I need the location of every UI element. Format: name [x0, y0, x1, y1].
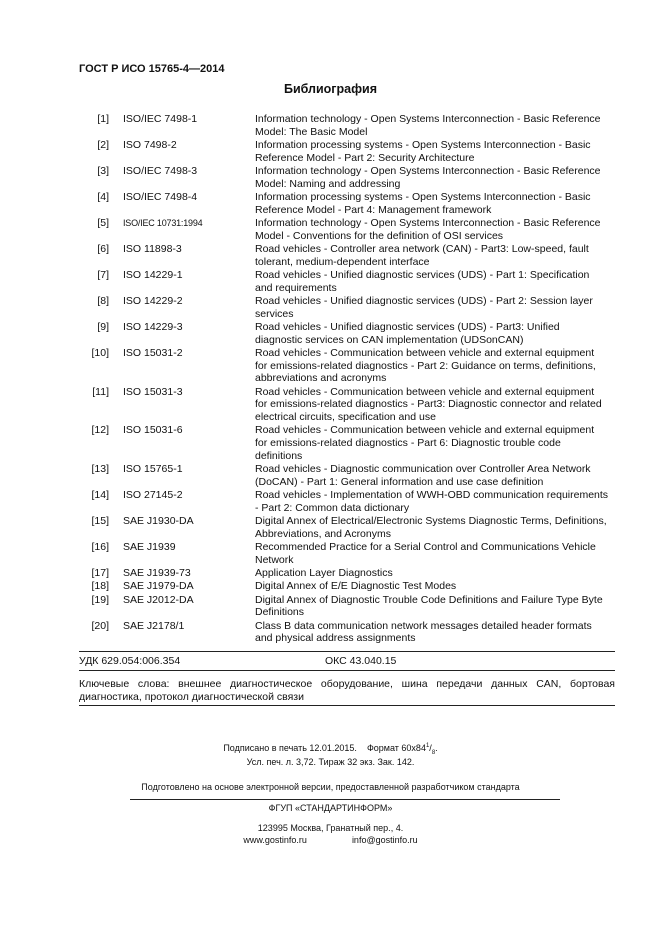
website-link[interactable]: www.gostinfo.ru	[243, 835, 307, 845]
bibliography-entry	[79, 463, 609, 488]
entry-description: Information processing systems - Open Systems Interconnection - Basic Reference Model - Part 4: Management framework	[255, 191, 591, 216]
entry-number: [11]	[92, 385, 109, 398]
entry-number: [9]	[97, 321, 109, 333]
entry-code: ISO 15031-2	[123, 347, 183, 359]
entry-number: [12]	[91, 424, 109, 437]
entry-code: ISO 14229-3	[123, 321, 183, 333]
entry-number: [14]	[91, 489, 109, 502]
entry-code: ISO/IEC 7498-1	[123, 113, 198, 125]
address: 123995 Москва, Гранатный пер., 4.	[257, 823, 404, 833]
bibliography-entry	[79, 567, 609, 580]
bibliography-entry	[79, 541, 609, 566]
entry-description: Digital Annex of E/E Diagnostic Test Modes	[255, 580, 457, 593]
print-info: Усл. печ. л. 3,72. Тираж 32 экз. Зак. 142.	[246, 757, 415, 767]
entry-code: ISO 14229-1	[123, 269, 183, 281]
bibliography-list	[79, 113, 609, 646]
entry-code: ISO 15765-1	[123, 463, 183, 476]
entry-number: [8]	[97, 295, 109, 307]
prepared-note: Подготовлено на основе электронной версии, предоставленной разработчиком стандарта	[141, 782, 520, 792]
entry-description: Application Layer Diagnostics	[255, 567, 393, 580]
bibliography-entry	[79, 139, 609, 164]
divider	[79, 670, 615, 671]
entry-number: [20]	[91, 619, 109, 632]
entry-description: Information processing systems - Open Systems Interconnection - Basic Reference Model - Part 2: Security Architecture	[255, 139, 591, 164]
divider	[79, 651, 615, 652]
entry-code: SAE J1939	[123, 541, 176, 554]
entry-code: ISO 11898-3	[123, 243, 182, 255]
format-sup: 1	[425, 743, 430, 749]
bibliography-entry	[79, 165, 609, 190]
entry-code: ISO/IEC 7498-3	[123, 165, 198, 177]
entry-number: [6]	[97, 243, 109, 255]
entry-description: Road vehicles - Controller area network (CAN) - Part3: Low-speed, fault tolerant, medium-dependent interface	[255, 243, 589, 268]
entry-description: Information technology - Open Systems Interconnection - Basic Reference Model - Conventions for the definition of OSI services	[255, 217, 601, 242]
keywords: Ключевые слова: внешнее диагностическое оборудование, шина передачи данных CAN, бортовая диагностика, протокол диагностической связи	[79, 678, 615, 703]
bibliography-entry	[79, 424, 609, 462]
contacts	[0, 835, 661, 845]
entry-description: Road vehicles - Implementation of WWH-OBD communication requirements - Part 2: Common data dictionary	[255, 489, 609, 514]
bibliography-entry	[79, 580, 609, 593]
entry-description: Road vehicles - Unified diagnostic services (UDS) - Part3: Unified diagnostic services on CAN implementation (UDSonCAN)	[255, 321, 560, 346]
entry-code: ISO/IEC 10731:1994	[123, 218, 203, 228]
entry-code: ISO 15031-3	[123, 385, 183, 398]
entry-description: Road vehicles - Unified diagnostic services (UDS) - Part 2: Session layer services	[255, 295, 593, 320]
entry-code: SAE J1979-DA	[123, 580, 194, 593]
format-label: Формат 60x84	[366, 743, 426, 753]
entry-description: Information technology - Open Systems Interconnection - Basic Reference Model: Naming and addressing	[255, 165, 601, 190]
entry-description: Digital Annex of Electrical/Electronic Systems Diagnostic Terms, Definitions, Abbreviations, and Acronyms	[255, 515, 607, 540]
entry-description: Information technology - Open Systems Interconnection - Basic Reference Model: The Basic Model	[255, 113, 601, 138]
entry-number: [4]	[97, 191, 109, 203]
divider	[130, 799, 560, 800]
entry-number: [19]	[91, 593, 109, 606]
entry-description: Road vehicles - Unified diagnostic services (UDS) - Part 1: Specification and requirements	[255, 269, 590, 294]
standard-id: ГОСТ Р ИСО 15765-4—2014	[79, 63, 225, 75]
bibliography-entry	[79, 269, 609, 294]
bibliography-entry	[79, 191, 609, 216]
entry-number: [18]	[91, 580, 109, 593]
entry-number: [13]	[91, 463, 109, 476]
entry-description: Class B data communication network messages detailed header formats and physical address assignments	[255, 619, 592, 645]
bibliography-entry	[79, 217, 609, 242]
page-title: Библиография	[283, 82, 378, 96]
bibliography-entry	[79, 620, 609, 645]
oks-code: ОКС 43.040.15	[325, 655, 397, 667]
bibliography-entry	[79, 386, 609, 424]
entry-code: SAE J2178/1	[123, 619, 185, 632]
bibliography-entry	[79, 113, 609, 138]
entry-number: [5]	[97, 217, 109, 229]
entry-number: [17]	[91, 567, 109, 580]
bibliography-entry	[79, 295, 609, 320]
bibliography-entry	[79, 489, 609, 514]
bibliography-entry	[79, 321, 609, 346]
entry-description: Digital Annex of Diagnostic Trouble Code Definitions and Failure Type Byte Definitions	[255, 593, 603, 619]
imprint-signed: Подписано в печать 12.01.2015. Формат $60x84^1/_8$.	[223, 743, 438, 756]
entry-number: [10]	[91, 347, 109, 359]
entry-number: [15]	[91, 515, 109, 528]
signed-date: Подписано в печать 12.01.2015.	[223, 743, 357, 753]
entry-code: ISO 27145-2	[123, 489, 183, 502]
bibliography-entry	[79, 594, 609, 619]
divider	[79, 705, 615, 706]
entry-description: Road vehicles - Communication between vehicle and external equipment for emissions-related diagnostics - Part 6: Diagnostic trouble code definitions	[255, 424, 595, 462]
entry-code: SAE J2012-DA	[123, 593, 194, 606]
email-link[interactable]: info@gostinfo.ru	[351, 835, 418, 845]
entry-code: SAE J1930-DA	[123, 515, 194, 528]
format-sub: 8	[431, 749, 436, 756]
entry-description: Recommended Practice for a Serial Control and Communications Vehicle Network	[255, 541, 596, 566]
bibliography-entry	[79, 515, 609, 540]
entry-code: ISO/IEC 7498-4	[123, 191, 198, 203]
entry-code: ISO 7498-2	[123, 139, 177, 151]
entry-code: SAE J1939-73	[123, 567, 191, 580]
entry-description: Road vehicles - Communication between vehicle and external equipment for emissions-related diagnostics - Part 2: Guidance on terms, definitions, abbreviations and acronyms	[255, 347, 596, 385]
entry-code: ISO 15031-6	[123, 424, 183, 437]
bibliography-entry	[79, 347, 609, 385]
entry-number: [1]	[97, 113, 109, 125]
entry-number: [16]	[91, 541, 109, 554]
entry-code: ISO 14229-2	[123, 295, 183, 307]
entry-number: [2]	[97, 139, 109, 151]
entry-description: Road vehicles - Communication between vehicle and external equipment for emissions-related diagnostics - Part3: Diagnostic connector and related electrical circuits, specification and use	[255, 385, 602, 424]
udk-code: УДК 629.054:006.354	[79, 655, 181, 667]
publisher: ФГУП «СТАНДАРТИНФОРМ»	[268, 803, 393, 813]
entry-description: Road vehicles - Diagnostic communication over Controller Area Network (DoCAN) - Part 1: General information and use case definition	[255, 463, 591, 488]
entry-number: [3]	[97, 165, 109, 177]
entry-number: [7]	[97, 269, 109, 281]
bibliography-entry	[79, 243, 609, 268]
